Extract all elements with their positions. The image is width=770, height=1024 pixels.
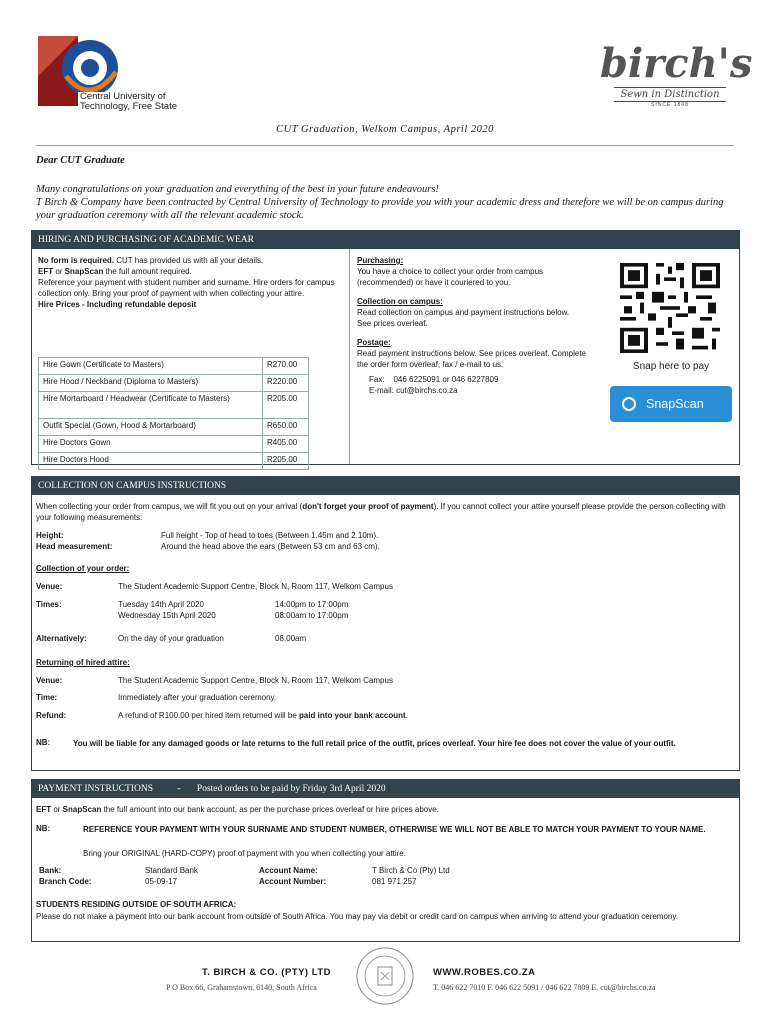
footer-address: P O Box 66, Grahamstown, 6140, South Africa — [166, 983, 317, 992]
payment-eft: EFT or SnapScan the full amount into our bank account, as per the purchase prices overleaf or hire prices above. — [36, 805, 439, 814]
time-value: Immediately after your graduation ceremony. — [118, 693, 277, 702]
outside-text: Please do not make a payment into our bank account from outside of South Africa. You may pay via debit or credit card on campus when arriving to attend your graduation ceremony. — [36, 912, 678, 921]
hiring-section — [31, 230, 740, 465]
time-label: Time: — [36, 693, 58, 702]
payment-nb-label: NB: — [36, 824, 51, 833]
table-row: Outfit Special (Gown, Hood & Mortarboard) R650.00 — [39, 419, 309, 436]
footer-company: T. BIRCH & CO. (PTY) LTD — [202, 967, 331, 978]
payment-nb-text: REFERENCE YOUR PAYMENT WITH YOUR SURNAME AND STUDENT NUMBER, OTHERWISE WE WILL NOT BE ABLE TO MATCH YOUR PAYMENT TO YOUR NAME. — [83, 825, 706, 834]
day2-time: 08:00am to 17:00pm — [275, 611, 349, 620]
bank-label: Bank: — [39, 866, 62, 875]
head-value: Around the head above the ears (Between 53 cm and 63 cm). — [161, 542, 380, 551]
day1-time: 14:00pm to 17:00pm — [275, 600, 349, 609]
venue-value: The Student Academic Support Centre, Block N, Room 117, Welkom Campus — [118, 582, 393, 591]
intro-text — [36, 183, 736, 222]
footer-contact: T. 046 622 7010 F. 046 622 5091 / 046 622 7809 E. cut@birchs.co.za — [433, 983, 656, 992]
collect-heading: Collection of your order: — [36, 564, 130, 573]
account-name-label: Account Name: — [259, 866, 318, 875]
return-heading: Returning of hired attire: — [36, 658, 130, 667]
table-row: Hire Doctors Gown R405.00 — [39, 436, 309, 453]
greeting: Dear CUT Graduate — [36, 155, 125, 166]
alt-value: On the day of your graduation — [118, 634, 224, 643]
account-number-value: 081 971 257 — [372, 877, 417, 886]
branch-value: 05-09-17 — [145, 877, 178, 886]
table-row: Hire Doctors Hood R205.00 — [39, 453, 309, 470]
height-label: Height: — [36, 531, 64, 540]
collection-section — [31, 476, 740, 771]
times-label: Times: — [36, 600, 62, 609]
refund-label: Refund: — [36, 711, 67, 720]
birchs-tagline: Sewn in Distinction — [614, 87, 725, 102]
alt-time: 08.00am — [275, 634, 307, 643]
birchs-logo — [600, 40, 753, 124]
bank-value: Standard Bank — [145, 866, 198, 875]
hiring-right-text: Purchasing: You have a choice to collect your order from campus (recommended) or have it couriered to you. Collection on campus: Read collection on campus and payment instructions below. See prices overleaf. Postage: Read payment instructions below. See prices overleaf. Complete the order form overleaf, fax / e-mail to us: Fax: 046 6225091 or 046 6227809 E-mail: cut@birchs.co.za — [357, 256, 587, 395]
day2: Wednesday 15th April 2020 — [118, 611, 216, 620]
hiring-heading: HIRING AND PURCHASING OF ACADEMIC WEAR — [32, 231, 739, 249]
payment-section — [31, 779, 740, 942]
footer-website[interactable]: WWW.ROBES.CO.ZA — [433, 967, 536, 978]
refund-value: A refund of R100.00 per hired item returned will be paid into your bank account. — [118, 711, 408, 720]
day1: Tuesday 14th April 2020 — [118, 600, 204, 609]
document-title: CUT Graduation, Welkom Campus, April 2020 — [276, 124, 494, 135]
venue-label: Venue: — [36, 582, 63, 591]
alt-label: Alternatively: — [36, 634, 87, 643]
table-row: Hire Gown (Certificate to Masters) R270.00 — [39, 358, 309, 375]
return-venue-label: Venue: — [36, 676, 63, 685]
birchs-brand: birch's — [600, 40, 753, 87]
collection-heading: COLLECTION ON CAMPUS INSTRUCTIONS — [32, 477, 739, 495]
hire-prices-table — [38, 357, 309, 470]
table-row: Hire Mortarboard / Headwear (Certificate to Masters) R205.00 — [39, 392, 309, 419]
snapscan-button-label: SnapScan — [646, 397, 704, 411]
cut-logo-text: Central University of Technology, Free State — [80, 91, 177, 112]
nb-label: NB: — [36, 738, 51, 747]
account-name-value: T Birch & Co (Pty) Ltd — [372, 866, 450, 875]
height-value: Full height - Top of head to toes (Between 1.45m and 2.10m). — [161, 531, 379, 540]
intro-line-2: T Birch & Company have been contracted by Central University of Technology to provide you with your academic dress and therefore we will be on campus during your graduation ceremony with all the relevant academic stock. — [36, 197, 724, 221]
intro-line-1: Many congratulations on your graduation and everything of the best in your future endeavours! — [36, 184, 439, 195]
birchs-since: SINCE 1868 — [651, 102, 689, 108]
bring-text: Bring your ORIGINAL (HARD-COPY) proof of payment with you when collecting your attire. — [83, 849, 406, 858]
title-divider — [36, 145, 734, 146]
collection-intro: When collecting your order from campus, we will fit you out on your arrival (don't forget your proof of payment). If you cannot collect your attire yourself please provide the person collecting with your following measurements: — [36, 502, 726, 522]
qr-code-icon[interactable] — [620, 263, 720, 353]
outside-heading: STUDENTS RESIDING OUTSIDE OF SOUTH AFRICA: — [36, 900, 237, 909]
seal-icon — [355, 946, 415, 1006]
head-label: Head measurement: — [36, 542, 113, 551]
snapscan-card[interactable] — [610, 255, 732, 423]
payment-heading: PAYMENT INSTRUCTIONS - Posted orders to be paid by Friday 3rd April 2020 — [32, 780, 739, 798]
hiring-left-text: No form is required. CUT has provided us with all your details. EFT or SnapScan the full amount required. Reference your payment with student number and surname. Hire orders for campus collection only. Bring your proof of payment with when collecting your attire. Hire Prices - Including refundable deposit — [38, 256, 335, 309]
nb-text: You will be liable for any damaged goods or late returns to the full retail price of the outfit, prices overleaf. Your hire fee does not cover the value of your outfit. — [73, 739, 676, 748]
account-number-label: Account Number: — [259, 877, 327, 886]
snap-hint-text: Snap here to pay — [632, 361, 710, 372]
branch-label: Branch Code: — [39, 877, 92, 886]
snapscan-icon — [622, 397, 636, 411]
hiring-divider — [349, 249, 350, 464]
snapscan-button[interactable] — [610, 386, 732, 422]
return-venue-value: The Student Academic Support Centre, Block N, Room 117, Welkom Campus — [118, 676, 393, 685]
table-row: Hire Hood / Neckband (Diploma to Masters) R220.00 — [39, 375, 309, 392]
